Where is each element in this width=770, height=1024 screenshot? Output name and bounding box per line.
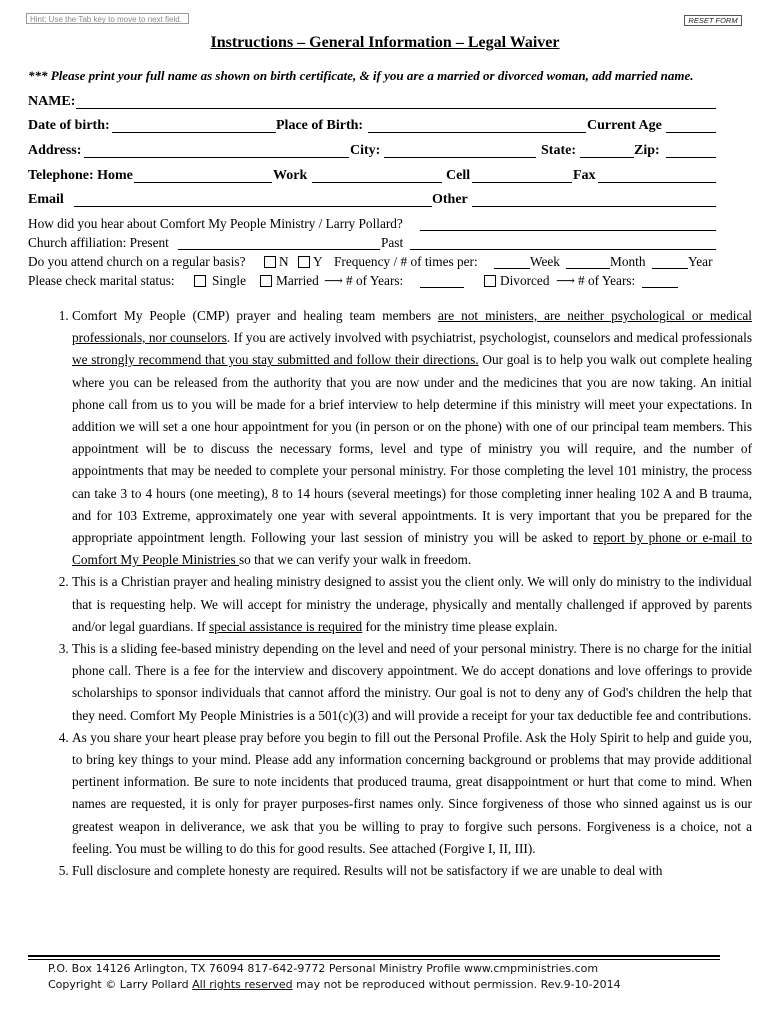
work-field[interactable] [312, 182, 442, 183]
zip-field[interactable] [666, 157, 716, 158]
term-item-2: 2. This is a Christian prayer and healing ministry designed to assist you the client only. We will only do ministry to the individual that is requesting help. We will accept for ministry the underage, physically and mentally challenged if approved by parents and/or legal guardians. If special assistance is required for the ministry time please explain. [72, 571, 752, 638]
divorced-label: Divorced [500, 273, 550, 288]
divorced-checkbox[interactable] [484, 275, 496, 287]
single-label: Single [212, 273, 246, 288]
heard-field[interactable] [420, 230, 716, 231]
hint-box: Hint: Use the Tab key to move to next field. [26, 13, 189, 24]
email-field[interactable] [74, 206, 432, 207]
pob-label: Place of Birth: [276, 118, 364, 133]
city-label: City: [350, 143, 381, 158]
divorced-years-field[interactable] [642, 287, 678, 288]
footer-contact: P.O. Box 14126 Arlington, TX 76094 817-642-9772 Personal Ministry Profile www.cmpministries.com [48, 962, 599, 975]
cell-label: Cell [446, 168, 471, 183]
frequency-month-field[interactable] [566, 268, 610, 269]
footer-rule-thin [28, 959, 720, 960]
page-title: Instructions – General Information – Legal Waiver [210, 34, 560, 51]
frequency-label: Frequency / # of times per: [334, 254, 478, 269]
heard-label: How did you hear about Comfort My People Ministry / Larry Pollard? [28, 216, 403, 231]
city-field[interactable] [384, 157, 536, 158]
state-label: State: [541, 143, 576, 158]
fax-label: Fax [573, 168, 596, 183]
pob-field[interactable] [368, 132, 586, 133]
attend-yes-label: Y [313, 254, 323, 269]
church-past-field[interactable] [410, 249, 716, 250]
name-field[interactable] [76, 108, 716, 109]
fax-field[interactable] [598, 182, 716, 183]
name-label: NAME: [28, 94, 76, 109]
term-item-1: 1. Comfort My People (CMP) prayer and healing team members are not ministers, are neither psychological or medical professionals, nor counselors. If you are actively involved with psychiatrist, psychologist, counselors and medical professionals we strongly recommend that you stay submitted and follow their directions. Our goal is to help you walk out complete healing where you can be released from the authority that you are now under and the medicines that you are now taking. An initial phone call from us to you will be made for a brief interview to help determine if this ministry will meet your expectations. In addition we will set a one hour appointment for you (in person or on the phone) with one of our principal team members. This appointment will be to discuss the necessary forms, level and type of ministry you will require, and the number of appointments that may be needed to complete your personal ministry. For those completing the level 101 ministry, the process can take 3 to 4 hours (one meeting), 8 to 14 hours (several meetings) for those completing inner healing 102 A and B trauma, and for 103 Extreme, approximately one year with several appointments. It is very important that you be prepared for the appropriate appointment length. Following your last session of ministry you will be asked to report by phone or e-mail to Comfort My People Ministries so that we can verify your walk in freedom. [72, 305, 752, 571]
term-item-3: 3. This is a sliding fee-based ministry depending on the level and need of your personal ministry. There is no charge for the initial phone call. There is a fee for the interview and discovery appointment. We do accept donations and love offerings to provide scholarships to sponsor individuals that cannot afford the ministry. Our goal is not to deny any of God's children the help that they need. Comfort My People Ministries is a 501(c)(3) and will provide a receipt for your tax deductible fee and contributions. [72, 638, 752, 727]
reset-form-button[interactable]: RESET FORM [684, 15, 742, 26]
instruction-text: *** Please print your full name as shown on birth certificate, & if you are a married or divorced woman, add married name. [28, 68, 694, 83]
divorced-years-label: # of Years: [578, 273, 636, 288]
single-checkbox[interactable] [194, 275, 206, 287]
cell-field[interactable] [472, 182, 572, 183]
other-label: Other [432, 192, 468, 207]
marital-label: Please check marital status: [28, 273, 175, 288]
frequency-week-field[interactable] [494, 268, 530, 269]
address-label: Address: [28, 143, 82, 158]
attend-label: Do you attend church on a regular basis? [28, 254, 246, 269]
week-label: Week [530, 254, 560, 269]
telephone-home-label: Telephone: Home [28, 168, 133, 183]
current-age-label: Current Age [587, 118, 662, 133]
current-age-field[interactable] [666, 132, 716, 133]
dob-field[interactable] [112, 132, 276, 133]
married-years-field[interactable] [420, 287, 464, 288]
attend-yes-checkbox[interactable] [298, 256, 310, 268]
state-field[interactable] [580, 157, 634, 158]
divorced-arrow-icon: ⟶ [556, 273, 576, 288]
church-present-label: Church affiliation: Present [28, 235, 169, 250]
email-label: Email [28, 192, 64, 207]
address-field[interactable] [84, 157, 349, 158]
footer-copyright: Copyright © Larry Pollard All rights reserved may not be reproduced without permission. Rev.9-10-2014 [48, 978, 621, 991]
attend-no-checkbox[interactable] [264, 256, 276, 268]
work-label: Work [273, 168, 308, 183]
married-label: Married [276, 273, 319, 288]
other-field[interactable] [472, 206, 716, 207]
dob-label: Date of birth: [28, 118, 110, 133]
month-label: Month [610, 254, 646, 269]
telephone-home-field[interactable] [134, 182, 272, 183]
term-item-4: 4. As you share your heart please pray before you begin to fill out the Personal Profile. Ask the Holy Spirit to help and guide you, to bring key things to your mind. Please add any information concerning background or problems that may provide additional pertinent information. Be sure to note incidents that produced trauma, great disappointment or hurt that come to mind. When names are requested, it is only for prayer purposes-first names only. Since forgiveness of those who sinned against us is our greatest weapon in deliverance, we ask that you be willing to pray to forgive such persons. Forgiveness is a choice, not a feeling. You must be willing to do this for good results. See attached (Forgive I, II, III). [72, 727, 752, 860]
frequency-year-field[interactable] [652, 268, 688, 269]
term-item-5: 5. Full disclosure and complete honesty are required. Results will not be satisfactory if we are unable to deal with [72, 860, 752, 882]
year-label: Year [688, 254, 713, 269]
attend-no-label: N [279, 254, 289, 269]
church-past-label: Past [381, 235, 404, 250]
footer-rule [28, 955, 720, 957]
zip-label: Zip: [634, 143, 660, 158]
married-years-label: # of Years: [346, 273, 404, 288]
terms-list [46, 305, 752, 882]
married-checkbox[interactable] [260, 275, 272, 287]
married-arrow-icon: ⟶ [324, 273, 344, 288]
church-present-field[interactable] [178, 249, 380, 250]
